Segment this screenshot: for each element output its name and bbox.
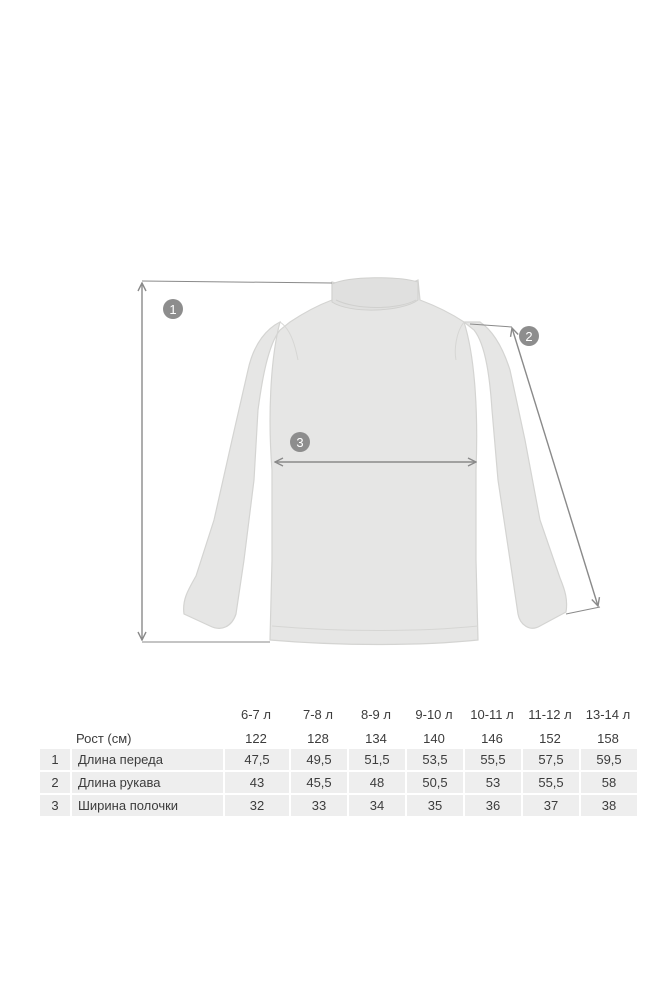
table-cell: 57,5 [521, 749, 579, 770]
table-cell: 32 [223, 795, 289, 816]
turtleneck-shirt-illustration [184, 278, 567, 645]
marker-3-label: 3 [296, 435, 304, 450]
table-cell: 53 [463, 772, 521, 793]
table-cell: 128 [307, 731, 329, 746]
table-cell: 38 [579, 795, 637, 816]
shirt-collar [332, 278, 418, 310]
table-cell: 50,5 [405, 772, 463, 793]
row-index: 2 [40, 772, 70, 793]
size-header-cell: 13-14 л [585, 706, 631, 722]
marker-1-label: 1 [169, 302, 177, 317]
table-cell: 47,5 [223, 749, 289, 770]
table-cell: 140 [423, 731, 445, 746]
table-cell: 36 [463, 795, 521, 816]
size-header-cell: 7-8 л [303, 706, 333, 722]
size-header-cell: 6-7 л [241, 706, 271, 722]
table-cell: 55,5 [463, 749, 521, 770]
table-cell: 37 [521, 795, 579, 816]
row-index: 1 [40, 749, 70, 770]
table-cell: 45,5 [289, 772, 347, 793]
table-cell: 158 [597, 731, 619, 746]
row-label: Рост (см) [76, 731, 132, 746]
row-label: Длина рукава [70, 772, 223, 793]
table-cell: 55,5 [521, 772, 579, 793]
size-header-cell: 11-12 л [528, 706, 572, 722]
table-cell: 122 [245, 731, 267, 746]
size-header-cell: 8-9 л [361, 706, 391, 722]
marker-2-label: 2 [525, 329, 533, 344]
table-cell: 48 [347, 772, 405, 793]
size-header-cell: 10-11 л [470, 706, 514, 722]
table-cell: 34 [347, 795, 405, 816]
table-row [40, 795, 637, 816]
size-header-cell: 9-10 л [415, 706, 453, 722]
table-cell: 33 [289, 795, 347, 816]
sleeve-length-bottom-guide [566, 607, 600, 614]
table-cell: 59,5 [579, 749, 637, 770]
table-cell: 49,5 [289, 749, 347, 770]
size-header-row [40, 700, 637, 728]
table-row [40, 772, 637, 793]
table-cell: 152 [539, 731, 561, 746]
front-length-top-guide [142, 281, 332, 283]
table-cell: 146 [481, 731, 503, 746]
size-chart-table [40, 700, 637, 816]
height-row [40, 728, 637, 749]
table-cell: 35 [405, 795, 463, 816]
row-label: Длина переда [70, 749, 223, 770]
table-cell: 53,5 [405, 749, 463, 770]
table-row [40, 749, 637, 770]
row-index [40, 728, 70, 749]
table-cell: 134 [365, 731, 387, 746]
row-label: Ширина полочки [70, 795, 223, 816]
table-cell: 58 [579, 772, 637, 793]
table-cell: 43 [223, 772, 289, 793]
table-cell: 51,5 [347, 749, 405, 770]
row-index: 3 [40, 795, 70, 816]
